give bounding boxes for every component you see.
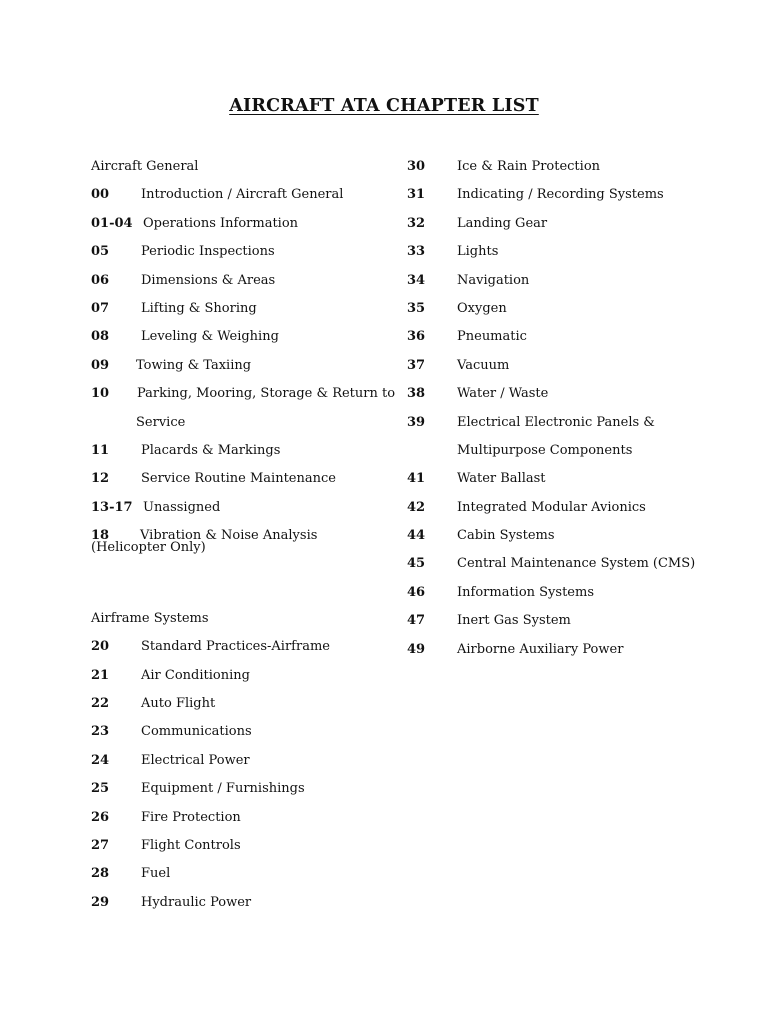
chapter-39-continuation <box>407 437 747 465</box>
chapter-label: Electrical Electronic Panels & <box>457 414 655 430</box>
chapter-row <box>91 804 391 832</box>
chapter-label: Landing Gear <box>457 215 548 231</box>
chapter-row <box>91 352 391 380</box>
chapter-row <box>91 860 391 888</box>
chapter-number: 32 <box>407 215 426 231</box>
chapter-number: 28 <box>91 866 110 882</box>
left-column <box>91 153 396 917</box>
chapter-row <box>91 267 391 295</box>
chapter-label: Towing & Taxiing <box>136 357 252 373</box>
right-chapter-list-a <box>407 153 747 437</box>
chapter-number: 41 <box>407 471 426 487</box>
chapter-row <box>407 380 747 408</box>
chapter-label: Vibration & Noise Analysis <box>140 528 318 544</box>
chapter-label: Electrical Power <box>141 752 250 768</box>
chapter-row <box>407 636 747 664</box>
chapter-row <box>407 267 747 295</box>
chapter-label: Communications <box>141 724 252 740</box>
chapter-number: 18 <box>91 528 110 544</box>
chapter-number: 05 <box>91 244 110 260</box>
chapter-row <box>91 210 391 238</box>
chapter-row <box>91 747 391 775</box>
chapter-number: 31 <box>407 187 426 203</box>
right-column <box>407 153 747 664</box>
chapter-label: Parking, Mooring, Storage & Return to <box>137 386 396 402</box>
chapter-row <box>91 690 391 718</box>
chapter-row <box>407 522 747 550</box>
chapter-row <box>407 153 747 181</box>
chapter-number: 22 <box>91 696 110 712</box>
chapter-row <box>91 832 391 860</box>
chapter-number: 07 <box>91 300 110 316</box>
chapter-row <box>91 465 391 493</box>
chapter-number: 20 <box>91 639 110 655</box>
chapter-number: 01-04 <box>91 215 133 231</box>
chapter-label: Water Ballast <box>457 471 546 487</box>
chapter-label: Integrated Modular Avionics <box>457 499 646 515</box>
chapter-label: Leveling & Weighing <box>141 329 279 345</box>
chapter-label: Lights <box>457 244 499 260</box>
chapter-label: Pneumatic <box>457 329 527 345</box>
chapter-number: 44 <box>407 528 426 544</box>
chapter-label: Flight Controls <box>141 837 241 853</box>
chapter-label: Introduction / Aircraft General <box>141 187 344 203</box>
chapter-label: Air Conditioning <box>141 667 250 683</box>
chapter-row <box>91 323 391 351</box>
chapter-number: 12 <box>91 471 110 487</box>
chapter-row <box>91 380 396 408</box>
chapter-row <box>91 437 391 465</box>
chapter-row <box>91 775 391 803</box>
chapter-label: Hydraulic Power <box>141 894 252 910</box>
chapter-row <box>407 494 747 522</box>
chapter-number: 21 <box>91 667 110 683</box>
chapter-row <box>407 550 747 578</box>
chapter-number: 38 <box>407 386 426 402</box>
chapter-label: Central Maintenance System (CMS) <box>457 556 696 572</box>
chapter-number: 08 <box>91 329 110 345</box>
chapter-row <box>407 579 747 607</box>
aircraft-general-list <box>91 181 396 408</box>
chapter-row <box>407 295 747 323</box>
chapter-row <box>407 181 747 209</box>
aircraft-general-list-b <box>91 437 391 551</box>
section-heading-airframe-systems: Airframe Systems <box>91 610 209 626</box>
chapter-number: 35 <box>407 300 426 316</box>
chapter-label: Periodic Inspections <box>141 244 275 260</box>
section-spacer <box>91 579 391 605</box>
chapter-label: Standard Practices-Airframe <box>141 639 330 655</box>
section-heading-aircraft-general: Aircraft General <box>91 159 199 174</box>
chapter-label: Indicating / Recording Systems <box>457 187 664 203</box>
chapter-number: 24 <box>91 752 110 768</box>
chapter-number: 34 <box>407 272 426 288</box>
chapter-row <box>91 662 391 690</box>
chapter-number: 26 <box>91 809 110 825</box>
chapter-label: Operations Information <box>143 215 299 231</box>
chapter-row <box>407 210 747 238</box>
chapter-label: Fuel <box>141 866 171 882</box>
chapter-row <box>91 238 391 266</box>
chapter-label: Cabin Systems <box>457 528 555 544</box>
chapter-18-continuation: (Helicopter Only) <box>91 540 206 556</box>
chapter-label: Service Routine Maintenance <box>141 471 336 487</box>
chapter-row <box>91 889 391 917</box>
chapter-number: 09 <box>91 357 110 373</box>
chapter-10-continuation <box>91 409 391 437</box>
chapter-number: 46 <box>407 584 426 600</box>
chapter-number: 36 <box>407 329 426 345</box>
chapter-label: Equipment / Furnishings <box>141 781 305 797</box>
chapter-number: 42 <box>407 499 426 515</box>
chapter-row <box>407 465 747 493</box>
chapter-label: Navigation <box>457 272 530 288</box>
chapter-number: 13-17 <box>91 499 133 515</box>
chapter-number: 11 <box>91 442 110 458</box>
chapter-row <box>91 494 391 522</box>
chapter-row <box>91 181 391 209</box>
chapter-row <box>91 633 391 661</box>
chapter-label: Multipurpose Components <box>457 442 633 458</box>
chapter-row <box>407 323 747 351</box>
chapter-number: 27 <box>91 837 110 853</box>
chapter-number: 06 <box>91 272 110 288</box>
chapter-number: 39 <box>407 414 426 430</box>
chapter-label: Placards & Markings <box>141 442 281 458</box>
chapter-label: Fire Protection <box>141 809 241 825</box>
chapter-row <box>407 607 747 635</box>
chapter-label: Dimensions & Areas <box>141 272 276 288</box>
chapter-number: 47 <box>407 613 426 629</box>
page-title: AIRCRAFT ATA CHAPTER LIST <box>229 96 539 116</box>
chapter-label: Information Systems <box>457 584 594 600</box>
chapter-label: Vacuum <box>457 357 510 373</box>
chapter-number: 25 <box>91 781 110 797</box>
chapter-row <box>91 295 391 323</box>
chapter-label: Water / Waste <box>457 386 549 402</box>
airframe-systems-list <box>91 633 391 917</box>
chapter-label: Airborne Auxiliary Power <box>457 641 624 657</box>
chapter-label: Oxygen <box>457 300 507 316</box>
chapter-row <box>407 352 747 380</box>
chapter-label: Unassigned <box>143 499 221 515</box>
chapter-number: 45 <box>407 556 426 572</box>
chapter-label: Auto Flight <box>141 696 216 712</box>
chapter-number: 49 <box>407 641 426 657</box>
chapter-label: Ice & Rain Protection <box>457 159 601 174</box>
chapter-label: Lifting & Shoring <box>141 300 257 316</box>
chapter-label: Inert Gas System <box>457 613 571 629</box>
chapter-number: 30 <box>407 159 426 174</box>
chapter-number: 29 <box>91 894 110 910</box>
right-chapter-list-b <box>407 465 747 664</box>
chapter-number: 23 <box>91 724 110 740</box>
chapter-number: 10 <box>91 386 110 402</box>
chapter-row <box>407 409 747 437</box>
chapter-number: 00 <box>91 187 110 203</box>
chapter-row <box>91 718 391 746</box>
chapter-number: 37 <box>407 357 426 373</box>
chapter-number: 33 <box>407 244 426 260</box>
chapter-row <box>407 238 747 266</box>
chapter-label: Service <box>136 414 186 430</box>
